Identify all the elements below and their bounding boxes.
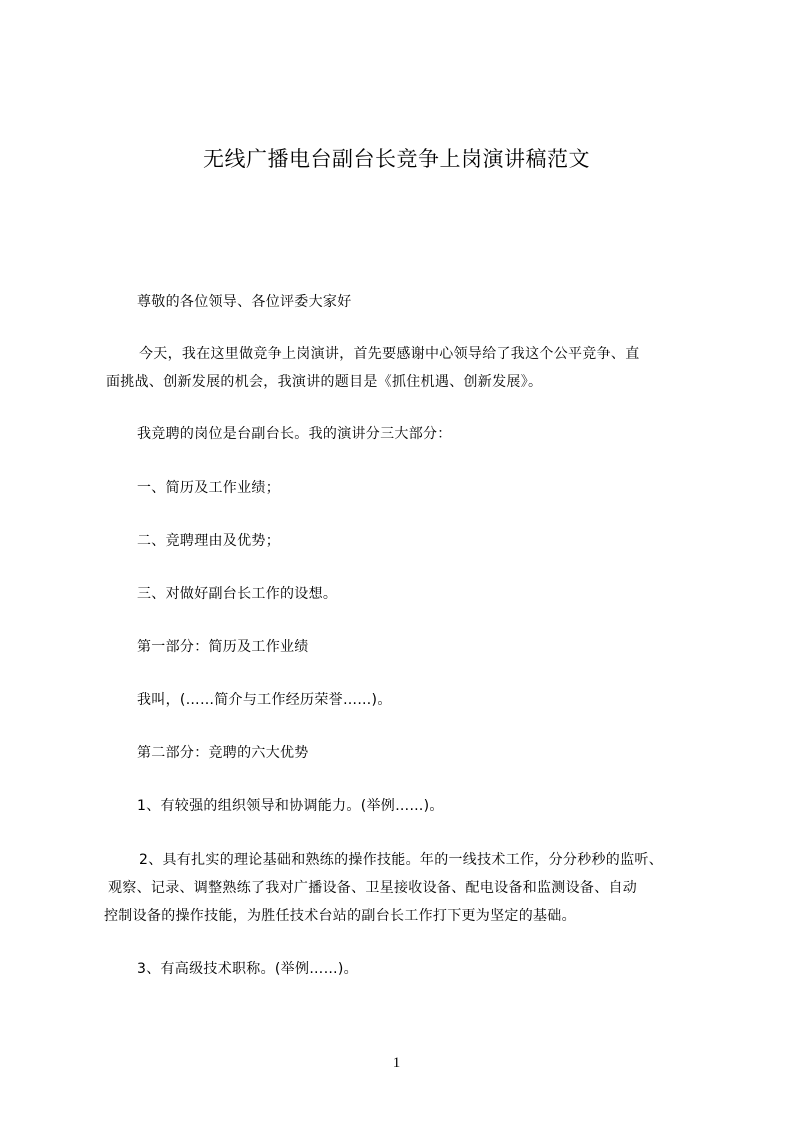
advantage-item-1: 1、有较强的组织领导和协调能力。(举例……)。 (137, 798, 444, 814)
position-paragraph: 我竞聘的岗位是台副台长。我的演讲分三大部分： (137, 426, 452, 442)
section-two-heading: 第二部分：竞聘的六大优势 (137, 745, 309, 761)
section-one-heading: 第一部分：简历及工作业绩 (137, 639, 309, 655)
greeting-paragraph: 尊敬的各位领导、各位评委大家好 (137, 294, 352, 310)
outline-item-1: 一、简历及工作业绩； (137, 480, 280, 496)
document-title: 无线广播电台副台长竞争上岗演讲稿范文 (203, 147, 590, 171)
advantage-item-3: 3、有高级技术职称。(举例……)。 (137, 961, 358, 977)
advantage-item-2-line-3: 控制设备的操作技能，为胜任技术台站的副台长工作打下更为坚定的基础。 (104, 908, 576, 924)
section-one-body: 我叫，(……简介与工作经历荣誉……)。 (137, 692, 392, 708)
intro-paragraph-line-1: 今天，我在这里做竞争上岗演讲，首先要感谢中心领导给了我这个公平竞争、直 (139, 346, 640, 362)
advantage-item-2-line-2: 观察、记录、调整熟练了我对广播设备、卫星接收设备、配电设备和监测设备、自动 (108, 880, 638, 896)
intro-paragraph-line-2: 面挑战、创新发展的机会，我演讲的题目是《抓住机遇、创新发展》。 (106, 374, 543, 390)
page-number: 1 (392, 1055, 401, 1071)
outline-item-2: 二、竞聘理由及优势； (137, 533, 280, 549)
advantage-item-2-line-1: 2、具有扎实的理论基础和熟练的操作技能。年的一线技术工作，分分秒秒的监听、 (139, 852, 664, 868)
outline-item-3: 三、对做好副台长工作的设想。 (137, 586, 338, 602)
